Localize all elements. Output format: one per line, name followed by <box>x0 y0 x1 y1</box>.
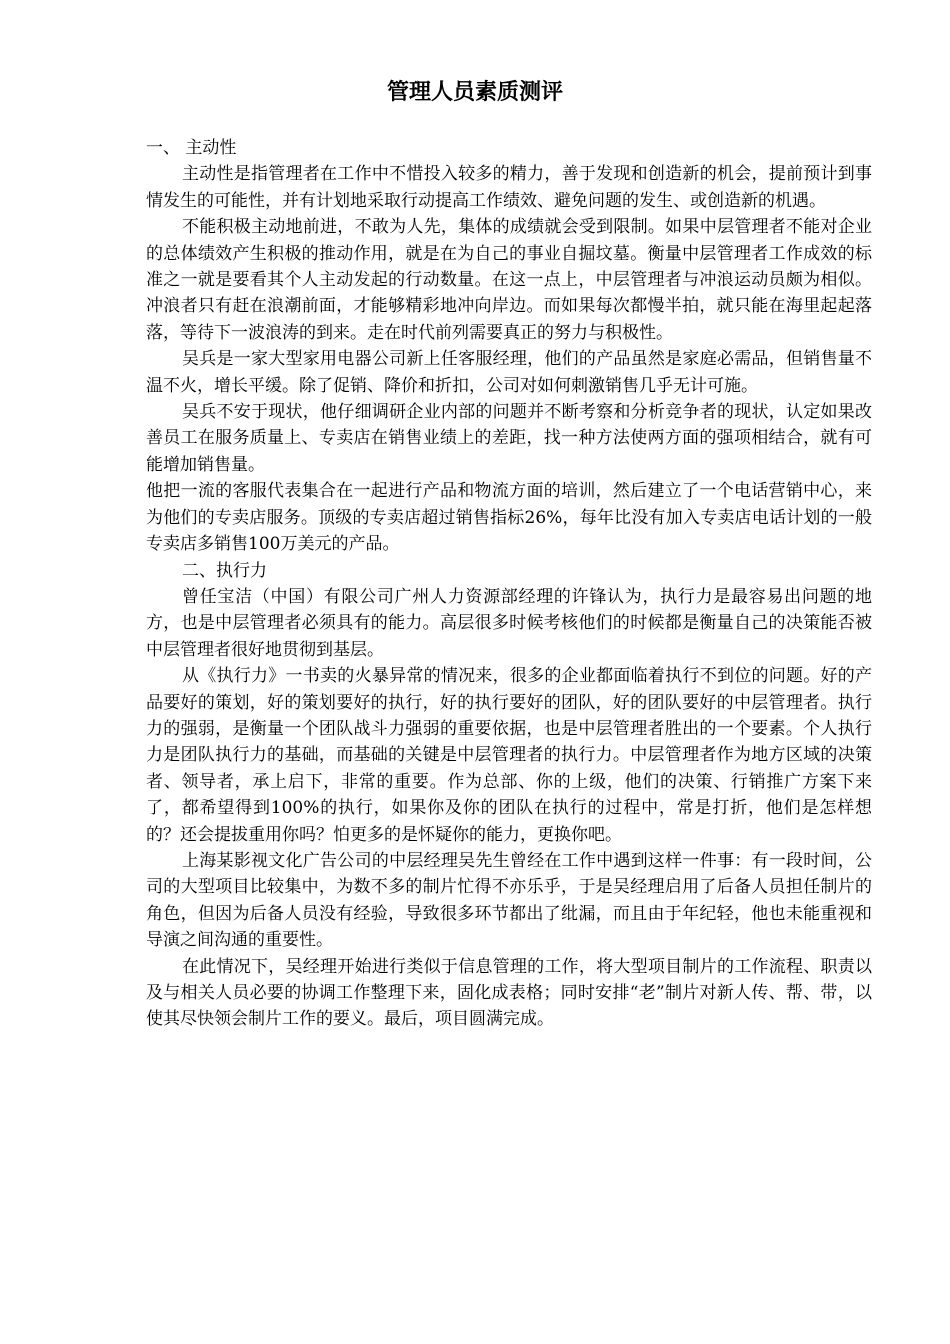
paragraph: 他把一流的客服代表集合在一起进行产品和物流方面的培训，然后建立了一个电话营销中心，来为他们的专卖店服务。顶级的专卖店超过销售指标26%，每年比没有加入专卖店电话计划的一般专卖店多销售100万美元的产品。 <box>146 481 872 555</box>
paragraph: 曾任宝洁（中国）有限公司广州人力资源部经理的许锋认为，执行力是最容易出问题的地方，也是中层管理者必须具有的能力。高层很多时候考核他们的时候都是衡量自己的决策能否被中层管理者很好地贯彻到基层。 <box>146 586 872 660</box>
paragraph: 从《执行力》一书卖的火暴异常的情况来，很多的企业都面临着执行不到位的问题。好的产品要好的策划，好的策划要好的执行，好的执行要好的团队，好的团队要好的中层管理者。执行力的强弱，是衡量一个团队战斗力强弱的重要依据，也是中层管理者胜出的一个要素。个人执行力是团队执行力的基础，而基础的关键是中层管理者的执行力。中层管理者作为地方区域的决策者、领导者，承上启下，非常的重要。作为总部、你的上级，他们的决策、行销推广方案下来了，都希望得到100%的执行，如果你及你的团队在执行的过程中，常是打折，他们是怎样想的？还会提拔重用你吗？怕更多的是怀疑你的能力，更换你吧。 <box>146 666 872 845</box>
paragraph: 吴兵不安于现状，他仔细调研企业内部的问题并不断考察和分析竞争者的现状，认定如果改善员工在服务质量上、专卖店在销售业绩上的差距，找一种方法使两方面的强项相结合，就有可能增加销售量。 <box>146 402 872 475</box>
paragraph: 吴兵是一家大型家用电器公司新上任客服经理，他们的产品虽然是家庭必需品，但销售量不温不火，增长平缓。除了促销、降价和折扣，公司对如何刺激销售几乎无计可施。 <box>146 349 872 396</box>
paragraph: 不能积极主动地前进，不敢为人先，集体的成绩就会受到限制。如果中层管理者不能对企业的总体绩效产生积极的推动作用，就是在为自己的事业自掘坟墓。衡量中层管理者工作成效的标准之一就是要看其个人主动发起的行动数量。在这一点上，中层管理者与冲浪运动员颇为相似。冲浪者只有赶在浪潮前面，才能够精彩地冲向岸边。而如果每次都慢半拍，就只能在海里起起落落，等待下一波浪涛的到来。走在时代前列需要真正的努力与积极性。 <box>146 217 872 343</box>
section-heading-execution: 二、执行力 <box>182 560 267 581</box>
paragraph: 主动性是指管理者在工作中不惜投入较多的精力，善于发现和创造新的机会，提前预计到事情发生的可能性，并有计划地采取行动提高工作绩效、避免问题的发生、或创造新的机遇。 <box>146 164 872 211</box>
paragraph: 上海某影视文化广告公司的中层经理吴先生曾经在工作中遇到这样一件事：有一段时间，公司的大型项目比较集中，为数不多的制片忙得不亦乐乎，于是吴经理启用了后备人员担任制片的角色，但因为后备人员没有经验，导致很多环节都出了纰漏，而且由于年纪轻，他也未能重视和导演之间沟通的重要性。 <box>146 850 872 951</box>
paragraph: 在此情况下，吴经理开始进行类似于信息管理的工作，将大型项目制片的工作流程、职责以及与相关人员必要的协调工作整理下来，固化成表格；同时安排“老”制片对新人传、帮、带，以使其尽快领会制片工作的要义。最后，项目圆满完成。 <box>146 956 872 1030</box>
document-title: 管理人员素质测评 <box>386 79 563 105</box>
section-heading-initiative: 一、 主动性 <box>146 138 237 158</box>
document-body <box>146 135 872 1033</box>
